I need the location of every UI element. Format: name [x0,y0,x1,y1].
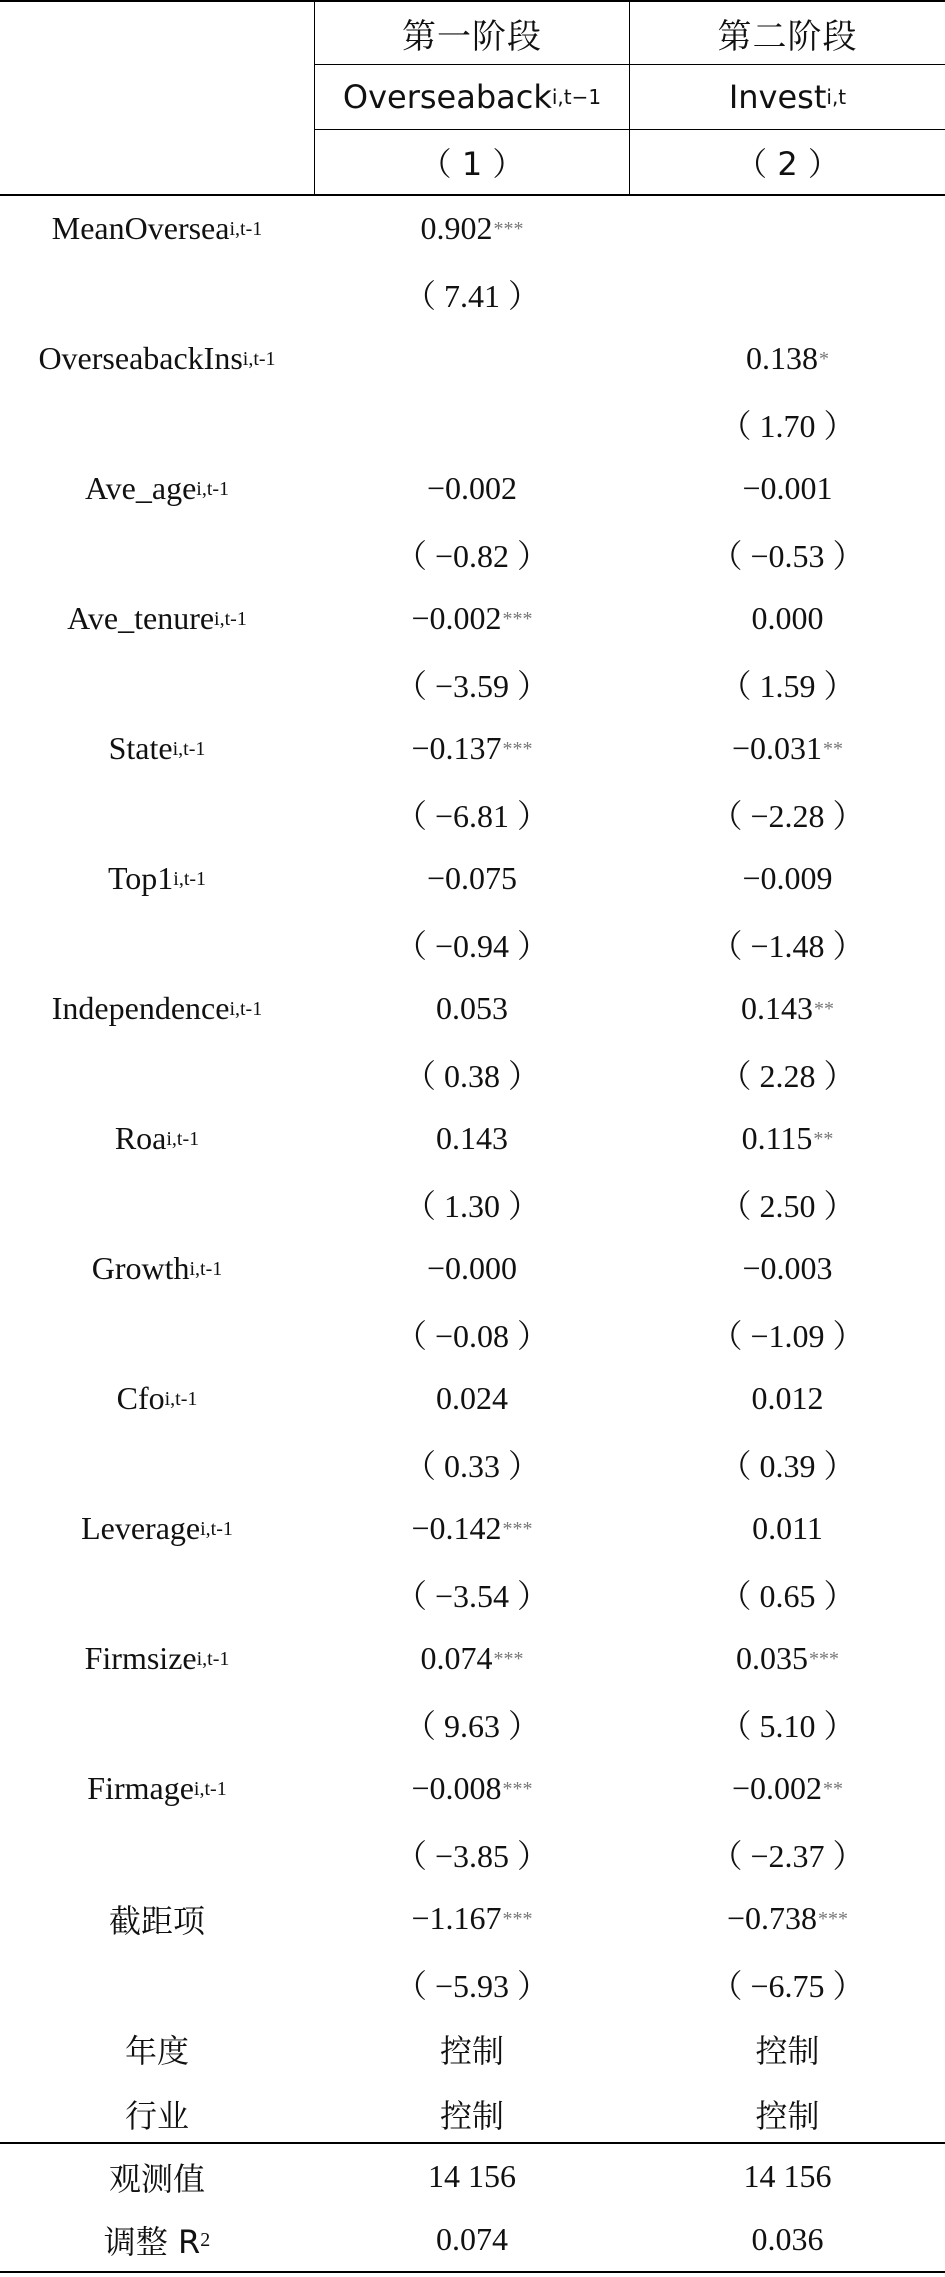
footer-col2 [630,2207,945,2272]
footer-value: 14 156 [743,2158,832,2194]
coefficient: −0.003 [742,1250,833,1286]
t-stat-col1 [315,781,629,846]
t-statistic: （ 0.65 ） [719,1577,856,1614]
variable-name: Roa [114,1120,167,1156]
coef-col1: 0.902 *** [420,210,524,246]
coefficient: 0.012 [751,1380,824,1416]
coef-col1 [315,456,629,521]
row-label-blank [0,1821,314,1886]
t-stat-col1 [315,1691,629,1756]
variable-name: Growth [91,1250,190,1286]
t-stat-col2 [630,1431,945,1496]
control-value: 控制 [755,2096,820,2135]
coef-col2: 0.143 ** [741,990,834,1026]
control-value: 控制 [439,2031,504,2070]
t-stat-col1 [315,261,629,326]
t-stat-col2 [630,1301,945,1366]
coefficient: −0.738 [726,1900,818,1936]
t-stat-col2 [630,521,945,586]
t-statistic: （ 1.59 ） [719,667,856,704]
coef-col1: −0.137 *** [411,730,533,766]
control-col1 [315,2016,629,2081]
t-stat-col1 [315,1301,629,1366]
row-label-blank [0,1171,314,1236]
t-statistic: （ −1.48 ） [710,927,865,964]
row-label: MeanOversea i,t-1 [51,210,263,246]
coefficient: −0.075 [426,860,518,896]
footer-name: 观测值 [108,2159,205,2198]
t-stat-col2 [630,1821,945,1886]
coef-col2 [630,846,945,911]
variable-name: Cfo [116,1380,165,1416]
coefficient: −0.000 [426,1250,518,1286]
t-stat-col1 [315,1821,629,1886]
row-label: Ave_age i,t-1 [84,470,230,506]
variable-name: Top1 [107,860,174,896]
coef-col1 [315,846,629,911]
t-statistic: （ 5.10 ） [719,1707,856,1744]
coef-col2 [630,586,945,651]
row-label: Cfo i,t-1 [116,1380,198,1416]
coefficient: 0.902 [420,210,493,246]
t-stat-col1 [315,651,629,716]
t-statistic: （ 9.63 ） [403,1707,540,1744]
t-statistic: （ 1.70 ） [719,407,856,444]
coef-col1 [315,326,629,391]
t-stat-col2 [630,391,945,456]
dep-var-2: Invest i,t [728,78,847,116]
t-stat-col2 [630,261,945,326]
variable-name: 截距项 [108,1901,205,1940]
t-stat-col1 [315,1561,629,1626]
control-name: 年度 [124,2031,189,2070]
col-number-2: （ 2 ） [735,145,840,183]
coefficient: 0.074 [420,1640,493,1676]
coef-col1 [315,1366,629,1431]
variable-name: MeanOversea [51,210,230,246]
coef-col1: 0.074 *** [420,1640,524,1676]
row-label-blank [0,911,314,976]
control-value: 控制 [755,2031,820,2070]
coef-col2: −0.738 *** [726,1900,849,1936]
row-label: Growth i,t-1 [91,1250,223,1286]
footer-col1 [315,2144,629,2209]
footer-value: 0.036 [751,2221,824,2257]
t-statistic: （ 2.50 ） [719,1187,856,1224]
variable-name: Independence [51,990,230,1026]
coefficient: 0.024 [436,1380,508,1416]
row-label: Firmage i,t-1 [87,1770,227,1806]
coefficient: −0.137 [411,730,502,766]
t-statistic: （ −6.75 ） [710,1967,865,2004]
coefficient: 0.143 [741,990,813,1026]
coef-col2 [630,196,945,261]
footer-col2 [630,2144,945,2209]
coefficient: 0.115 [741,1120,813,1156]
coef-col2: 0.115 ** [741,1120,834,1156]
stage1-header: 第一阶段 [402,16,542,57]
row-label: State i,t-1 [108,730,206,766]
t-statistic: （ −2.37 ） [710,1837,865,1874]
t-stat-col1 [315,1431,629,1496]
t-statistic: （ −6.81 ） [394,797,550,834]
variable-name: Firmage [87,1770,194,1806]
t-statistic: （ 2.28 ） [719,1057,856,1094]
coefficient: −0.002 [731,1770,823,1806]
row-label-blank [0,1431,314,1496]
footer-value: 0.074 [436,2221,508,2257]
t-statistic: （ −3.59 ） [394,667,550,704]
row-label-blank [0,1691,314,1756]
coef-col2: −0.031 ** [731,730,844,766]
t-statistic: （ −0.53 ） [710,537,865,574]
control-col1 [315,2081,629,2146]
t-stat-col1 [315,1041,629,1106]
t-statistic: （ −0.94 ） [394,927,550,964]
row-label-blank [0,261,314,326]
row-label-blank [0,1561,314,1626]
control-label [0,2016,314,2081]
t-statistic: （ −1.09 ） [710,1317,865,1354]
row-label-blank [0,1041,314,1106]
row-label [0,1886,314,1951]
t-stat-col2 [630,781,945,846]
coefficient: 0.000 [751,600,824,636]
t-stat-col2 [630,1561,945,1626]
t-stat-col1 [315,1171,629,1236]
row-label: Firmsize i,t-1 [84,1640,230,1676]
row-label-blank [0,781,314,846]
t-stat-col2 [630,1171,945,1236]
t-statistic: （ 0.33 ） [403,1447,540,1484]
variable-name: Leverage [81,1510,201,1546]
row-label: Top1 i,t-1 [107,860,207,896]
t-stat-col2 [630,651,945,716]
t-statistic: （ −3.54 ） [394,1577,550,1614]
coefficient: −0.142 [411,1510,502,1546]
t-stat-col1 [315,1951,629,2016]
row-label-blank [0,651,314,716]
coef-col2 [630,1236,945,1301]
coefficient: −1.167 [411,1900,502,1936]
t-stat-col2 [630,1951,945,2016]
row-label-blank [0,391,314,456]
row-label: Roa i,t-1 [114,1120,200,1156]
coef-col1: −0.002 *** [411,600,533,636]
footer-label: 调整 R 2 [0,2207,314,2272]
variable-name: OverseabackIns [38,340,243,376]
row-label: Leverage i,t-1 [81,1510,233,1546]
control-col2 [630,2081,945,2146]
footer-col1 [315,2207,629,2272]
variable-name: State [108,730,173,766]
dep-var-2-name: Invest [728,78,827,116]
t-statistic: （ 7.41 ） [403,277,540,314]
dep-var-1: Overseaback i,t−1 [342,78,602,116]
t-stat-col1 [315,911,629,976]
coef-col1: −0.142 *** [411,1510,533,1546]
t-statistic: （ −0.08 ） [394,1317,550,1354]
t-statistic: （ −3.85 ） [394,1837,550,1874]
coef-col1 [315,1106,629,1171]
coef-col2: 0.035 *** [736,1640,839,1676]
t-statistic: （ −0.82 ） [394,537,550,574]
t-statistic: （ 1.30 ） [403,1187,540,1224]
row-label: OverseabackIns i,t-1 [38,340,276,376]
t-stat-col1 [315,521,629,586]
t-stat-col2 [630,1041,945,1106]
t-statistic: （ −2.28 ） [710,797,865,834]
footer-name: 调整 R [103,2222,201,2261]
variable-name: Firmsize [84,1640,197,1676]
control-value: 控制 [439,2096,504,2135]
t-stat-col2 [630,911,945,976]
t-stat-col2 [630,1691,945,1756]
t-statistic: （ 0.38 ） [403,1057,540,1094]
dep-var-1-name: Overseaback [342,78,552,116]
coef-col2 [630,1366,945,1431]
coefficient: 0.143 [436,1120,508,1156]
t-statistic: （ 0.39 ） [719,1447,856,1484]
row-label: Independence i,t-1 [51,990,263,1026]
stage2-header: 第二阶段 [717,16,858,57]
t-stat-col1 [315,391,629,456]
coefficient: −0.031 [731,730,823,766]
row-label-blank [0,521,314,586]
coef-col2 [630,456,945,521]
coef-col2: 0.138 * [746,340,829,376]
coef-col2 [630,1496,945,1561]
t-statistic: （ −5.93 ） [394,1967,550,2004]
coefficient: 0.011 [752,1510,823,1546]
control-col2 [630,2016,945,2081]
variable-name: Ave_tenure [67,600,215,636]
coef-col2: −0.002 ** [731,1770,844,1806]
coef-col1 [315,1236,629,1301]
coef-col1: −1.167 *** [411,1900,533,1936]
row-label-blank [0,1301,314,1366]
variable-name: Ave_age [84,470,197,506]
coefficient: 0.138 [746,340,818,376]
row-label-blank [0,1951,314,2016]
control-label [0,2081,314,2146]
coefficient: −0.009 [742,860,833,896]
coefficient: 0.053 [436,990,508,1026]
row-label: Ave_tenure i,t-1 [67,600,247,636]
footer-value: 14 156 [428,2158,516,2194]
coefficient: −0.002 [426,470,518,506]
control-name: 行业 [124,2096,189,2135]
coef-col1 [315,976,629,1041]
coef-col1: −0.008 *** [411,1770,533,1806]
coefficient: −0.002 [411,600,502,636]
coefficient: −0.001 [742,470,833,506]
coefficient: 0.035 [736,1640,808,1676]
coefficient: −0.008 [411,1770,502,1806]
footer-label [0,2144,314,2209]
col-number-1: （ 1 ） [419,145,525,183]
